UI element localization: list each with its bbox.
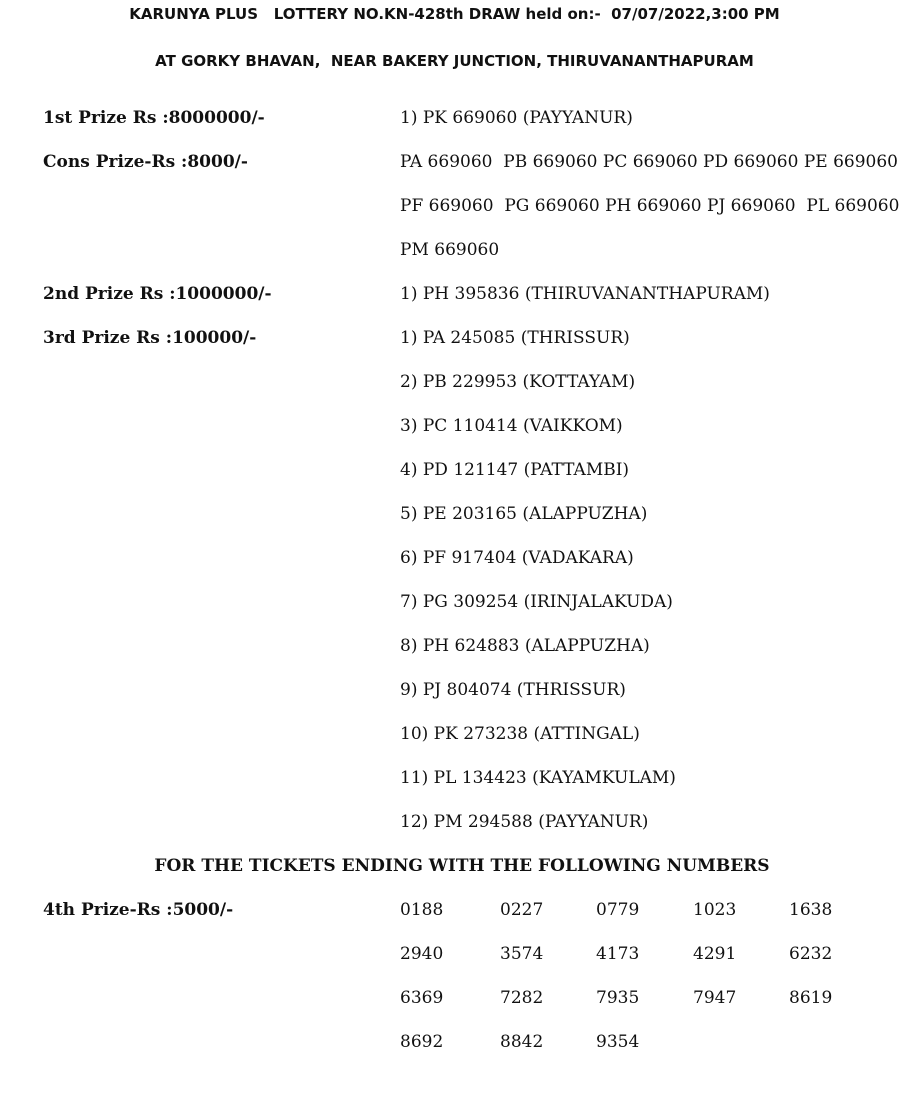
fourth-prize-number: 7282 [500,988,544,1008]
fourth-prize-number: 6232 [789,944,833,964]
third-prize-label: 3rd Prize Rs :100000/- [43,328,257,348]
third-prize-winner: 10) PK 273238 (ATTINGAL) [400,724,640,744]
fourth-prize-number: 2940 [400,944,444,964]
fourth-prize-number: 9354 [596,1032,640,1052]
third-prize-winner: 1) PA 245085 (THRISSUR) [400,328,630,348]
fourth-prize-number: 6369 [400,988,444,1008]
draw-title: KARUNYA PLUS LOTTERY NO.KN-428th DRAW held on:- 07/07/2022,3:00 PM [129,5,780,23]
ending-numbers-note: FOR THE TICKETS ENDING WITH THE FOLLOWING NUMBERS [154,856,770,876]
fourth-prize-number: 8692 [400,1032,444,1052]
third-prize-winner: 6) PF 917404 (VADAKARA) [400,548,634,568]
fourth-prize-number: 3574 [500,944,544,964]
fourth-prize-number: 4173 [596,944,640,964]
third-prize-winner: 12) PM 294588 (PAYYANUR) [400,812,649,832]
third-prize-winner: 7) PG 309254 (IRINJALAKUDA) [400,592,673,612]
fourth-prize-number: 8619 [789,988,833,1008]
cons-prize-label: Cons Prize-Rs :8000/- [43,152,248,172]
first-prize-winner: 1) PK 669060 (PAYYANUR) [400,108,633,128]
fourth-prize-number: 0227 [500,900,544,920]
cons-prize-line: PF 669060 PG 669060 PH 669060 PJ 669060 PL 669060 [400,196,900,216]
third-prize-winner: 8) PH 624883 (ALAPPUZHA) [400,636,650,656]
fourth-prize-number: 1638 [789,900,833,920]
fourth-prize-number: 8842 [500,1032,544,1052]
fourth-prize-number: 0188 [400,900,444,920]
first-prize-label: 1st Prize Rs :8000000/- [43,108,265,128]
cons-prize-line: PM 669060 [400,240,500,260]
second-prize-label: 2nd Prize Rs :1000000/- [43,284,272,304]
third-prize-winner: 5) PE 203165 (ALAPPUZHA) [400,504,648,524]
second-prize-winner: 1) PH 395836 (THIRUVANANTHAPURAM) [400,284,770,304]
fourth-prize-number: 4291 [693,944,737,964]
fourth-prize-number: 7947 [693,988,737,1008]
draw-venue: AT GORKY BHAVAN, NEAR BAKERY JUNCTION, THIRUVANANTHAPURAM [155,52,754,70]
fourth-prize-label: 4th Prize-Rs :5000/- [43,900,234,920]
third-prize-winner: 3) PC 110414 (VAIKKOM) [400,416,623,436]
fourth-prize-number: 7935 [596,988,640,1008]
third-prize-winner: 4) PD 121147 (PATTAMBI) [400,460,630,480]
cons-prize-line: PA 669060 PB 669060 PC 669060 PD 669060 PE 669060 [400,152,898,172]
third-prize-winner: 2) PB 229953 (KOTTAYAM) [400,372,636,392]
fourth-prize-number: 1023 [693,900,737,920]
fourth-prize-number: 0779 [596,900,640,920]
third-prize-winner: 9) PJ 804074 (THRISSUR) [400,680,626,700]
third-prize-winner: 11) PL 134423 (KAYAMKULAM) [400,768,676,788]
